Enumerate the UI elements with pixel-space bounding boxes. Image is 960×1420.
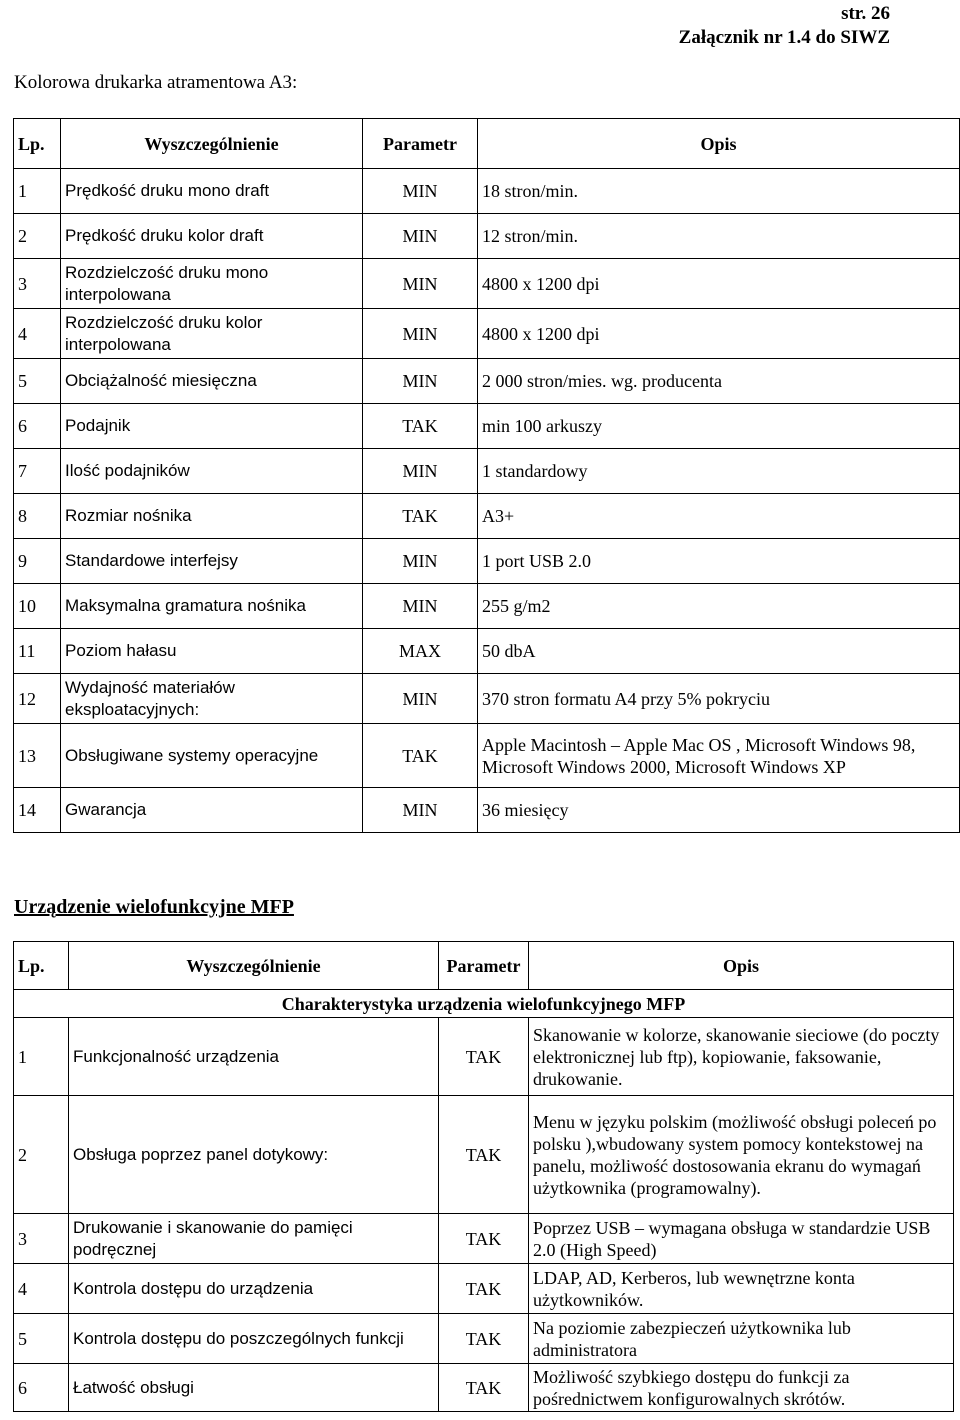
row-desc: 1 port USB 2.0 — [478, 539, 960, 584]
row-param: TAK — [439, 1314, 529, 1364]
table-row — [14, 259, 960, 309]
row-param: MAX — [363, 629, 478, 674]
table-header-row — [14, 119, 960, 169]
row-number: 10 — [14, 584, 61, 629]
table-row — [14, 214, 960, 259]
row-number: 11 — [14, 629, 61, 674]
row-param: MIN — [363, 674, 478, 724]
row-number: 13 — [14, 724, 61, 788]
table-row — [14, 449, 960, 494]
row-number: 5 — [14, 359, 61, 404]
row-name: Prędkość druku mono draft — [61, 169, 363, 214]
row-number: 7 — [14, 449, 61, 494]
row-param: MIN — [363, 584, 478, 629]
table-row — [14, 404, 960, 449]
table-row — [14, 359, 960, 404]
table-row — [14, 494, 960, 539]
row-number: 4 — [14, 309, 61, 359]
row-name: Drukowanie i skanowanie do pamięci podręcznej — [69, 1214, 439, 1264]
table-row — [14, 1364, 954, 1412]
row-desc: 370 stron formatu A4 przy 5% pokryciu — [478, 674, 960, 724]
row-desc: 4800 x 1200 dpi — [478, 309, 960, 359]
page-header — [679, 2, 890, 50]
row-number: 1 — [14, 169, 61, 214]
row-desc: 255 g/m2 — [478, 584, 960, 629]
row-number: 1 — [14, 1018, 69, 1096]
row-name: Maksymalna gramatura nośnika — [61, 584, 363, 629]
row-number: 12 — [14, 674, 61, 724]
row-desc: LDAP, AD, Kerberos, lub wewnętrzne konta użytkowników. — [529, 1264, 954, 1314]
row-param: MIN — [363, 309, 478, 359]
row-name: Standardowe interfejsy — [61, 539, 363, 584]
row-name: Kontrola dostępu do urządzenia — [69, 1264, 439, 1314]
row-desc: Poprzez USB – wymagana obsługa w standardzie USB 2.0 (High Speed) — [529, 1214, 954, 1264]
table-row — [14, 724, 960, 788]
row-param: TAK — [439, 1096, 529, 1214]
row-param: TAK — [363, 404, 478, 449]
row-param: MIN — [363, 169, 478, 214]
col-lp: Lp. — [14, 119, 61, 169]
row-param: MIN — [363, 259, 478, 309]
row-param: TAK — [439, 1364, 529, 1412]
attachment-label: Załącznik nr 1.4 do SIWZ — [678, 27, 890, 48]
table-row — [14, 674, 960, 724]
row-name: Ilość podajników — [61, 449, 363, 494]
table-row — [14, 1018, 954, 1096]
row-param: TAK — [439, 1264, 529, 1314]
row-desc: A3+ — [478, 494, 960, 539]
table-row — [14, 169, 960, 214]
row-name: Kontrola dostępu do poszczególnych funkcji — [69, 1314, 439, 1364]
table-header-row — [14, 942, 954, 990]
row-desc: Na poziomie zabezpieczeń użytkownika lub administratora — [529, 1314, 954, 1364]
col-name: Wyszczególnienie — [61, 119, 363, 169]
row-desc: Menu w języku polskim (możliwość obsługi poleceń po polsku ),wbudowany system pomocy kontekstowej na panelu, możliwość dostosowania ekranu do wymagań użytkownika (programowalny). — [529, 1096, 954, 1214]
row-name: Obsługa poprzez panel dotykowy: — [69, 1096, 439, 1214]
col-param: Parametr — [363, 119, 478, 169]
row-desc: 50 dbA — [478, 629, 960, 674]
table-row — [14, 539, 960, 584]
printer-spec-table — [13, 118, 960, 833]
page-number: str. 26 — [841, 3, 890, 24]
row-name: Funkcjonalność urządzenia — [69, 1018, 439, 1096]
row-number: 6 — [14, 1364, 69, 1412]
row-name: Rozdzielczość druku kolor interpolowana — [61, 309, 363, 359]
row-param: TAK — [439, 1018, 529, 1096]
row-desc: Możliwość szybkiego dostępu do funkcji za pośrednictwem konfigurowalnych skrótów. — [529, 1364, 954, 1412]
row-desc: Apple Macintosh – Apple Mac OS , Microsoft Windows 98, Microsoft Windows 2000, Microsoft Windows XP — [478, 724, 960, 788]
row-param: TAK — [363, 724, 478, 788]
row-name: Obciążalność miesięczna — [61, 359, 363, 404]
row-param: MIN — [363, 788, 478, 833]
row-number: 2 — [14, 214, 61, 259]
row-number: 9 — [14, 539, 61, 584]
row-name: Poziom hałasu — [61, 629, 363, 674]
row-name: Wydajność materiałów eksploatacyjnych: — [61, 674, 363, 724]
col-desc: Opis — [478, 119, 960, 169]
table-row — [14, 1264, 954, 1314]
col-name: Wyszczególnienie — [69, 942, 439, 990]
section2-title: Urządzenie wielofunkcyjne MFP — [14, 896, 294, 918]
row-name: Prędkość druku kolor draft — [61, 214, 363, 259]
row-desc: 1 standardowy — [478, 449, 960, 494]
row-desc: 12 stron/min. — [478, 214, 960, 259]
table-row — [14, 309, 960, 359]
col-param: Parametr — [439, 942, 529, 990]
row-param: MIN — [363, 539, 478, 584]
row-param: MIN — [363, 214, 478, 259]
row-param: TAK — [439, 1214, 529, 1264]
row-number: 8 — [14, 494, 61, 539]
mfp-spec-table — [13, 941, 954, 1412]
row-desc: min 100 arkuszy — [478, 404, 960, 449]
table-row — [14, 788, 960, 833]
row-name: Rozdzielczość druku mono interpolowana — [61, 259, 363, 309]
row-param: TAK — [363, 494, 478, 539]
col-desc: Opis — [529, 942, 954, 990]
subheader: Charakterystyka urządzenia wielofunkcyjnego MFP — [14, 990, 954, 1018]
row-desc: 36 miesięcy — [478, 788, 960, 833]
row-number: 3 — [14, 259, 61, 309]
row-desc: 4800 x 1200 dpi — [478, 259, 960, 309]
row-name: Gwarancja — [61, 788, 363, 833]
row-number: 3 — [14, 1214, 69, 1264]
table-row — [14, 629, 960, 674]
section1-title: Kolorowa drukarka atramentowa A3: — [14, 72, 298, 93]
table-row — [14, 1214, 954, 1264]
row-number: 6 — [14, 404, 61, 449]
table-row — [14, 1096, 954, 1214]
row-number: 5 — [14, 1314, 69, 1364]
row-desc: Skanowanie w kolorze, skanowanie sieciowe (do poczty elektronicznej lub ftp), kopiowanie, faksowanie, drukowanie. — [529, 1018, 954, 1096]
subheader-row — [14, 990, 954, 1018]
row-param: MIN — [363, 449, 478, 494]
row-name: Łatwość obsługi — [69, 1364, 439, 1412]
table-row — [14, 1314, 954, 1364]
row-desc: 18 stron/min. — [478, 169, 960, 214]
table-row — [14, 584, 960, 629]
row-param: MIN — [363, 359, 478, 404]
row-desc: 2 000 stron/mies. wg. producenta — [478, 359, 960, 404]
row-number: 4 — [14, 1264, 69, 1314]
row-name: Obsługiwane systemy operacyjne — [61, 724, 363, 788]
row-number: 2 — [14, 1096, 69, 1214]
col-lp: Lp. — [14, 942, 69, 990]
row-name: Rozmiar nośnika — [61, 494, 363, 539]
row-name: Podajnik — [61, 404, 363, 449]
row-number: 14 — [14, 788, 61, 833]
